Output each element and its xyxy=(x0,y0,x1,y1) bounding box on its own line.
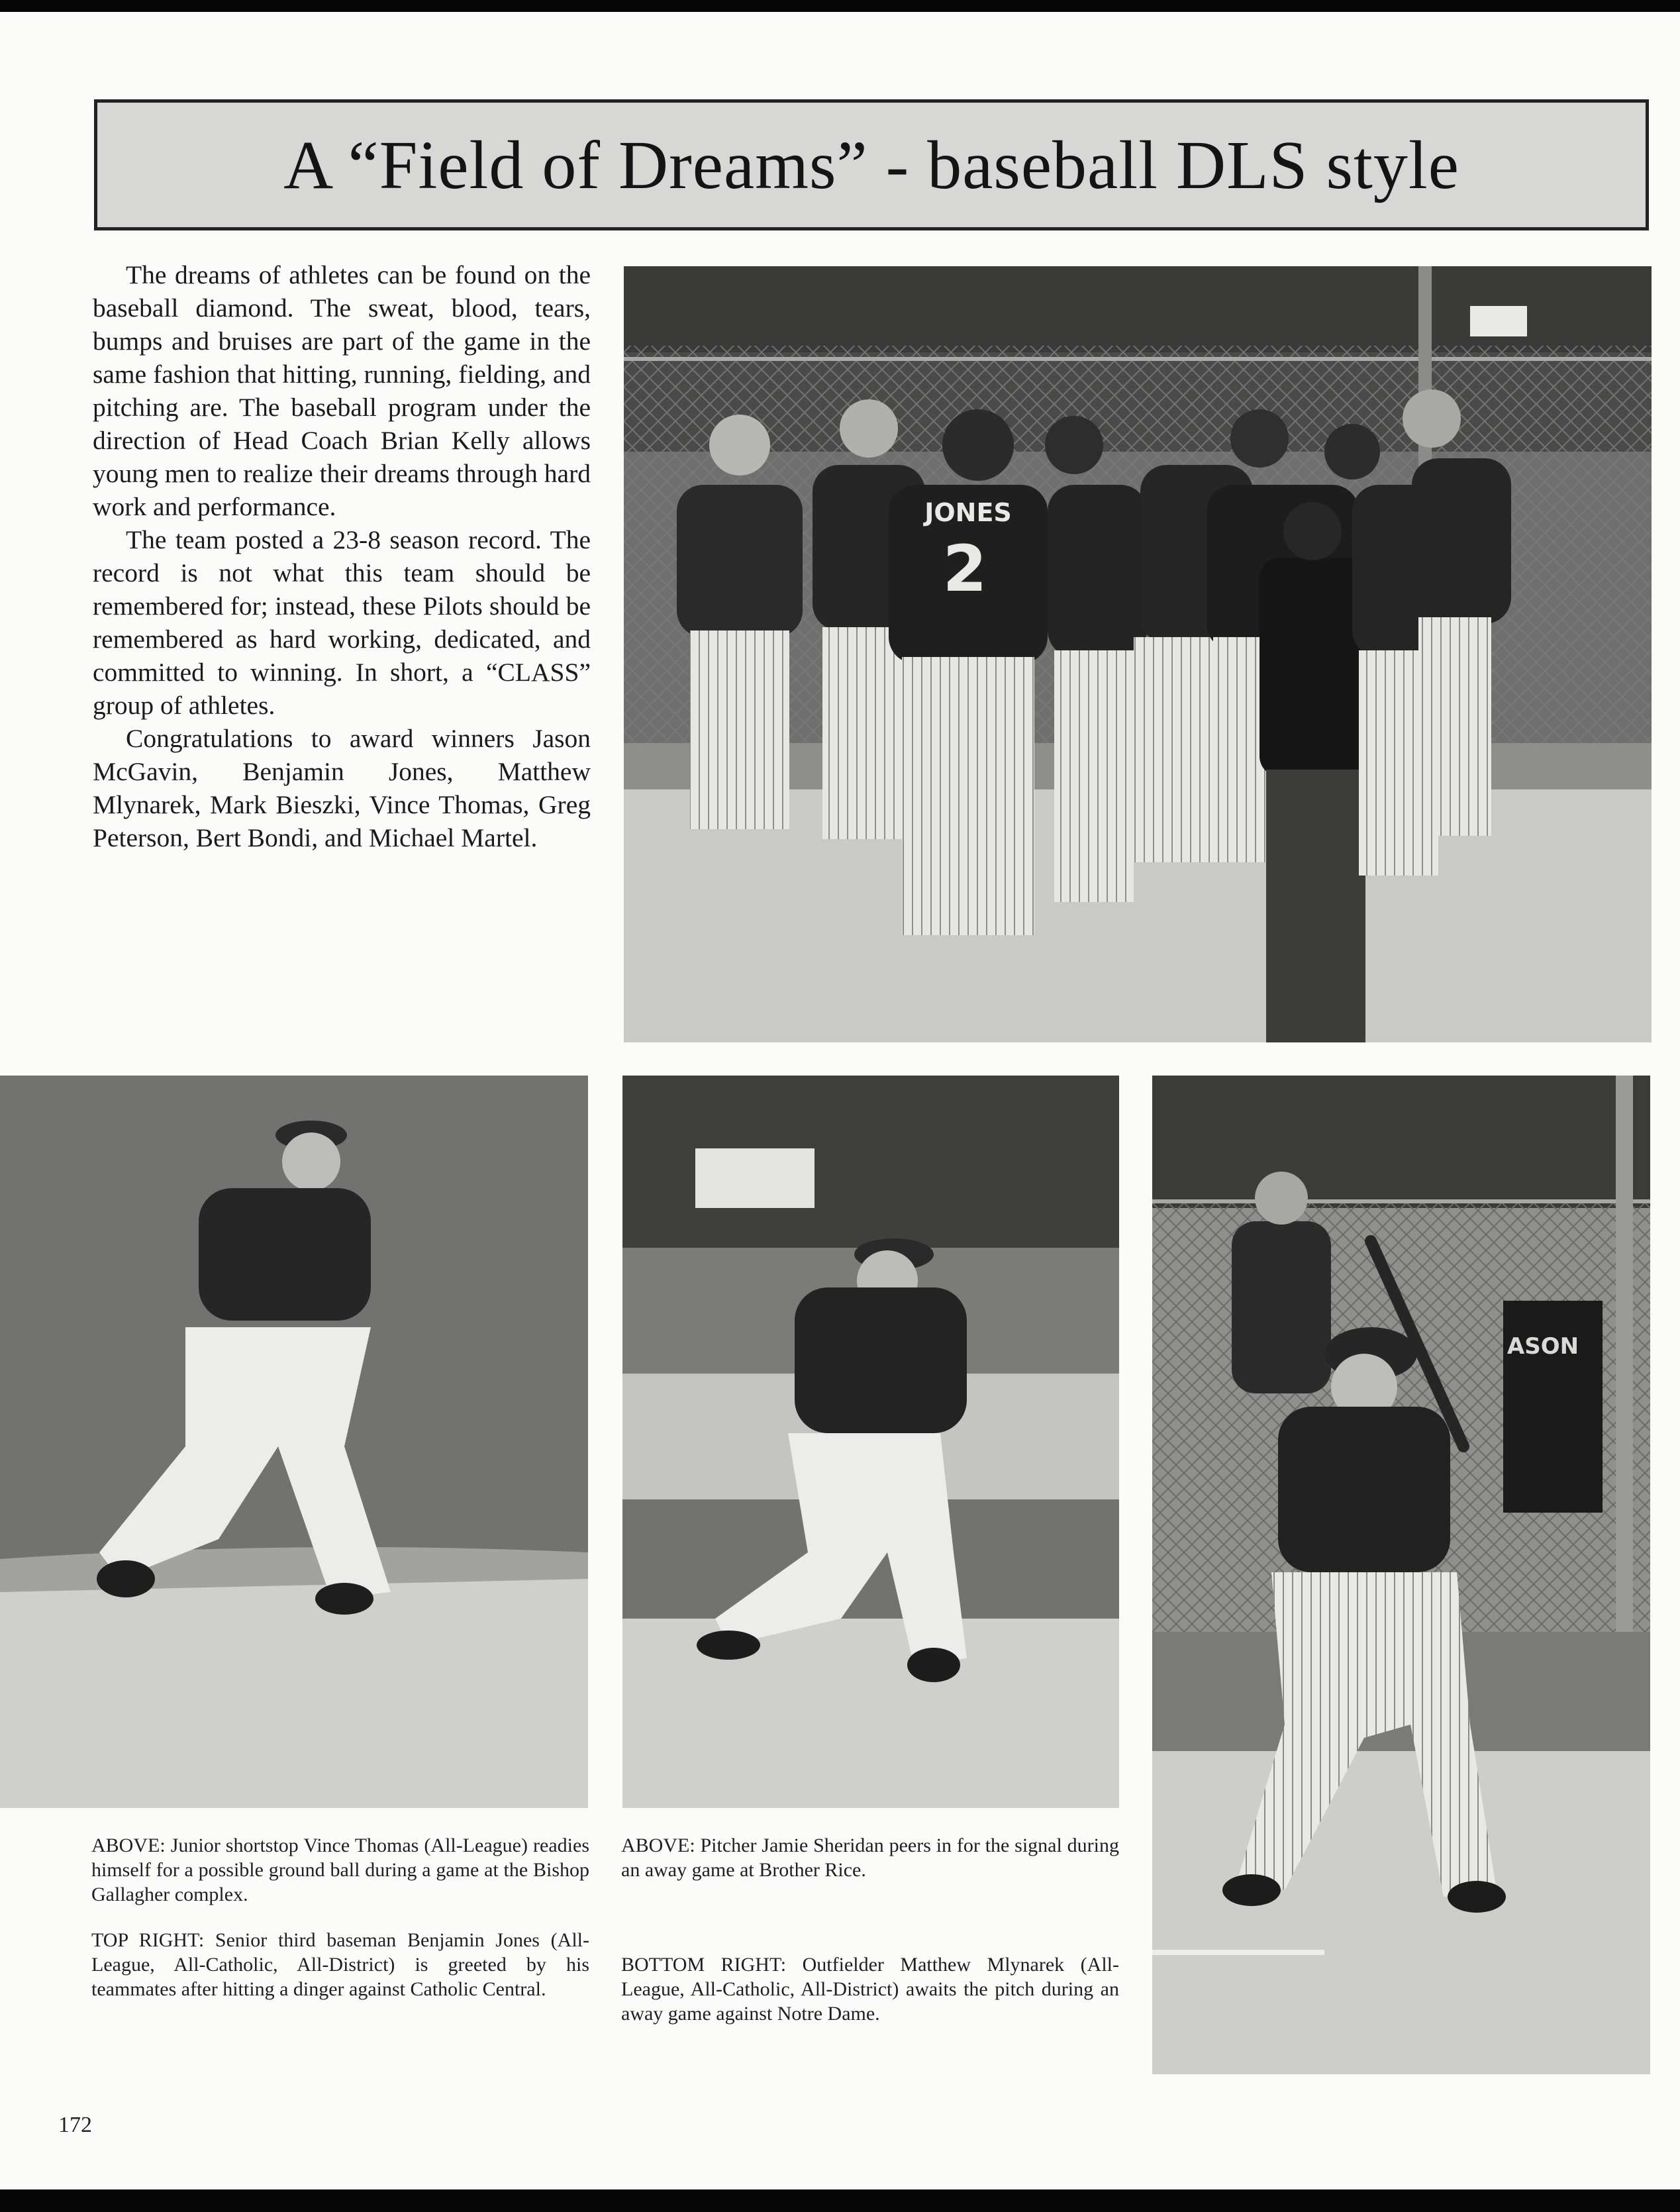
photo-pitcher xyxy=(622,1076,1119,1808)
caption-column-left xyxy=(91,1833,589,2023)
jersey-name: JONES xyxy=(924,498,1012,527)
photo-batter xyxy=(1152,1076,1650,2074)
photo-shortstop xyxy=(0,1076,588,1808)
page-number: 172 xyxy=(58,2113,92,2137)
yearbook-page xyxy=(0,12,1680,2189)
title-banner xyxy=(94,99,1649,230)
story-paragraph: The team posted a 23-8 season record. The record is not what this team should be remembered for; instead, these Pilots should be remembered as hard working, dedicated, and committed to winning. In short, a “CLASS” group of athletes. xyxy=(93,525,591,720)
banner-text: ASON xyxy=(1507,1333,1579,1360)
story-paragraph: The dreams of athletes can be found on the baseball diamond. The sweat, blood, tears, bumps and bruises are part of the game in the same fashion that hitting, running, fielding, and pitching are. The baseball program under the direction of Head Coach Brian Kelly allows young men to realize their dreams through hard work and performance. xyxy=(93,260,591,521)
jersey-number: 2 xyxy=(942,532,987,606)
caption-pitcher: ABOVE: Pitcher Jamie Sheridan peers in for the signal during an away game at Brother Rice. xyxy=(621,1835,1119,1881)
caption-batter: BOTTOM RIGHT: Outfielder Matthew Mlynarek (All-League, All-Catholic, All-District) awaits the pitch during an away game against Notre Dame. xyxy=(621,1954,1119,2025)
story-paragraph: Congratulations to award winners Jason McGavin, Benjamin Jones, Matthew Mlynarek, Mark Bieszki, Vince Thomas, Greg Peterson, Bert Bondi, and Michael Martel. xyxy=(93,724,591,852)
caption-team-celebration: TOP RIGHT: Senior third baseman Benjamin Jones (All-League, All-Catholic, All-District) is greeted by his teammates after hitting a dinger against Catholic Central. xyxy=(91,1929,589,2000)
story-text xyxy=(93,258,591,854)
page-title: A “Field of Dreams” - baseball DLS style xyxy=(283,126,1459,203)
caption-shortstop: ABOVE: Junior shortstop Vince Thomas (All-League) readies himself for a possible ground ball during a game at the Bishop Gallagher complex. xyxy=(91,1835,589,1905)
caption-column-middle xyxy=(621,1833,1119,2047)
photo-team-celebration xyxy=(624,266,1652,1042)
